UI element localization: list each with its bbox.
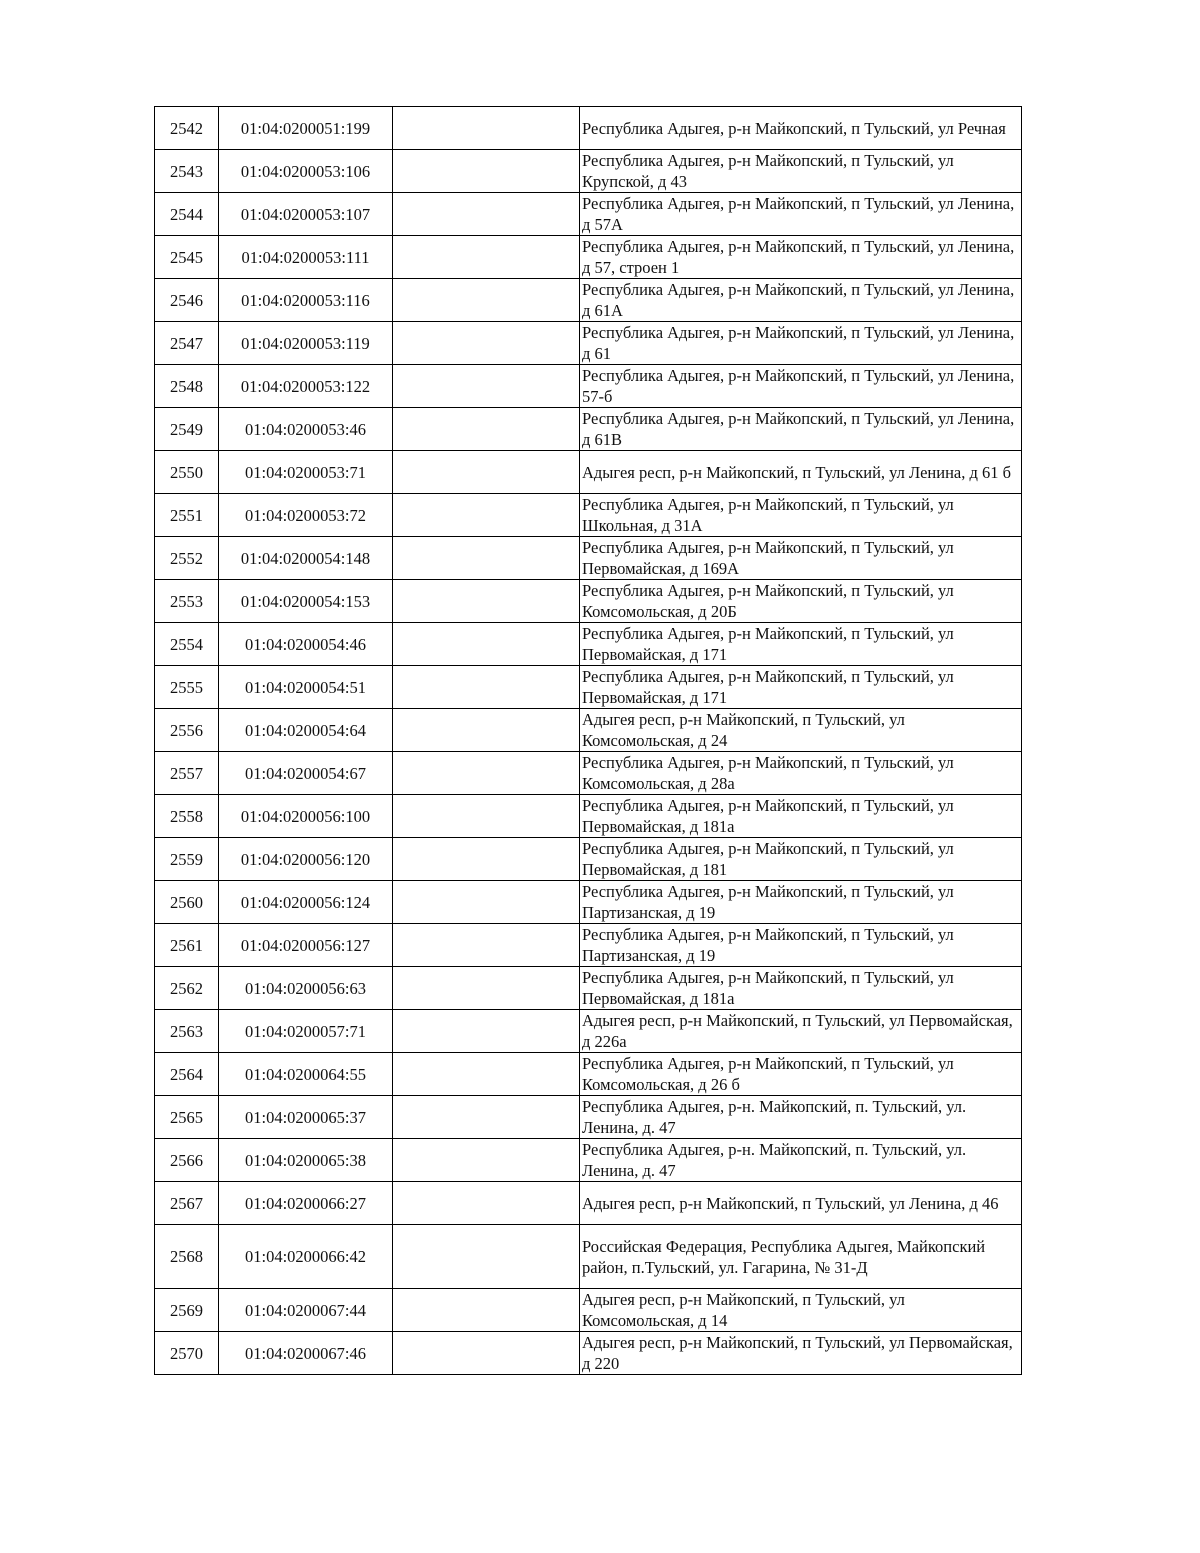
row-number-cell (155, 967, 219, 1010)
row-number-cell (155, 451, 219, 494)
row-number-text: 2569 (170, 1300, 203, 1320)
cadastral-number-cell (219, 408, 393, 451)
empty-cell (393, 150, 580, 193)
table-row (155, 580, 1022, 623)
row-number-text: 2556 (170, 720, 203, 740)
row-number-cell (155, 838, 219, 881)
address-cell (580, 623, 1022, 666)
row-number-text: 2562 (170, 978, 203, 998)
cadastral-number-cell (219, 795, 393, 838)
empty-cell (393, 580, 580, 623)
row-number-cell (155, 193, 219, 236)
cadastral-number-text: 01:04:0200067:46 (244, 1343, 366, 1363)
cadastral-number-text: 01:04:0200054:46 (244, 634, 366, 654)
empty-cell (393, 1289, 580, 1332)
address-cell (580, 752, 1022, 795)
cadastral-number-cell (219, 623, 393, 666)
row-number-cell (155, 752, 219, 795)
cadastral-number-text: 01:04:0200053:116 (241, 290, 370, 310)
cadastral-number-text: 01:04:0200057:71 (244, 1021, 366, 1041)
address-text: Республика Адыгея, р-н Майкопский, п Тульский, ул Школьная, д 31А (582, 495, 954, 535)
cadastral-number-text: 01:04:0200066:27 (244, 1193, 366, 1213)
row-number-text: 2565 (170, 1107, 203, 1127)
row-number-text: 2546 (170, 290, 203, 310)
cadastral-number-text: 01:04:0200067:44 (244, 1300, 366, 1320)
table-row (155, 107, 1022, 150)
address-cell (580, 107, 1022, 150)
cadastral-number-text: 01:04:0200056:124 (240, 892, 371, 912)
row-number-text: 2558 (170, 806, 203, 826)
address-cell (580, 408, 1022, 451)
empty-cell (393, 494, 580, 537)
row-number-cell (155, 107, 219, 150)
address-text: Российская Федерация, Республика Адыгея, Майкопский район, п.Тульский, ул. Гагарина, № 31-Д (582, 1236, 986, 1277)
table-row (155, 967, 1022, 1010)
row-number-text: 2559 (170, 849, 203, 869)
cadastral-number-text: 01:04:0200054:67 (244, 763, 366, 783)
table-row (155, 1182, 1022, 1225)
address-cell (580, 150, 1022, 193)
cadastral-number-text: 01:04:0200056:120 (240, 849, 371, 869)
table-row (155, 193, 1022, 236)
table-row (155, 666, 1022, 709)
address-cell (580, 1182, 1022, 1225)
row-number-text: 2552 (170, 548, 203, 568)
cadastral-number-text: 01:04:0200065:37 (244, 1107, 366, 1127)
row-number-text: 2567 (170, 1193, 203, 1213)
row-number-text: 2560 (170, 892, 203, 912)
cadastral-number-text: 01:04:0200053:72 (244, 505, 366, 525)
address-cell (580, 1010, 1022, 1053)
address-text: Республика Адыгея, р-н Майкопский, п Тульский, ул Ленина, д 57, строен 1 (582, 237, 1015, 277)
cadastral-number-cell (219, 193, 393, 236)
address-cell (580, 236, 1022, 279)
table-row (155, 1139, 1022, 1182)
table-row (155, 1010, 1022, 1053)
row-number-text: 2554 (170, 634, 203, 654)
cadastral-number-cell (219, 881, 393, 924)
table-row (155, 795, 1022, 838)
address-text: Адыгея респ, р-н Майкопский, п Тульский, ул Первомайская, д 226а (582, 1011, 1013, 1051)
empty-cell (393, 365, 580, 408)
row-number-cell (155, 1139, 219, 1182)
table-row (155, 537, 1022, 580)
row-number-text: 2553 (170, 591, 203, 611)
cadastral-number-cell (219, 107, 393, 150)
table-row (155, 279, 1022, 322)
address-text: Республика Адыгея, р-н Майкопский, п Тульский, ул Первомайская, д 171 (582, 624, 954, 664)
address-text: Республика Адыгея, р-н Майкопский, п Тульский, ул Первомайская, д 181а (582, 968, 954, 1008)
address-cell (580, 1225, 1022, 1289)
row-number-text: 2570 (170, 1343, 203, 1363)
empty-cell (393, 107, 580, 150)
table-row (155, 752, 1022, 795)
address-cell (580, 881, 1022, 924)
address-text: Адыгея респ, р-н Майкопский, п Тульский, ул Комсомольская, д 24 (582, 710, 905, 750)
row-number-cell (155, 1332, 219, 1375)
row-number-cell (155, 666, 219, 709)
address-text: Адыгея респ, р-н Майкопский, п Тульский, ул Первомайская, д 220 (582, 1333, 1013, 1373)
row-number-text: 2544 (170, 204, 203, 224)
cadastral-number-cell (219, 451, 393, 494)
row-number-cell (155, 150, 219, 193)
table-row (155, 322, 1022, 365)
row-number-text: 2542 (170, 118, 203, 138)
row-number-cell (155, 623, 219, 666)
table-row (155, 623, 1022, 666)
address-cell (580, 924, 1022, 967)
address-cell (580, 666, 1022, 709)
address-text: Республика Адыгея, р-н Майкопский, п Тульский, ул Первомайская, д 181 (582, 839, 954, 879)
address-text: Адыгея респ, р-н Майкопский, п Тульский, ул Ленина, д 46 (582, 1193, 999, 1213)
cadastral-number-cell (219, 150, 393, 193)
empty-cell (393, 1225, 580, 1289)
table-row (155, 1289, 1022, 1332)
address-cell (580, 838, 1022, 881)
cadastral-number-cell (219, 709, 393, 752)
cadastral-number-text: 01:04:0200056:63 (244, 978, 366, 998)
table-row (155, 924, 1022, 967)
cadastral-number-cell (219, 1096, 393, 1139)
empty-cell (393, 838, 580, 881)
cadastral-number-cell (219, 279, 393, 322)
cadastral-number-cell (219, 1225, 393, 1289)
row-number-text: 2561 (170, 935, 203, 955)
row-number-cell (155, 236, 219, 279)
cadastral-number-cell (219, 838, 393, 881)
cadastral-number-text: 01:04:0200054:153 (240, 591, 371, 611)
address-cell (580, 494, 1022, 537)
cadastral-table (154, 106, 1022, 1375)
cadastral-number-cell (219, 1053, 393, 1096)
cadastral-number-cell (219, 1182, 393, 1225)
table-row (155, 1053, 1022, 1096)
empty-cell (393, 1010, 580, 1053)
table-row (155, 150, 1022, 193)
cadastral-number-cell (219, 322, 393, 365)
row-number-text: 2550 (170, 462, 203, 482)
table-row (155, 236, 1022, 279)
row-number-cell (155, 1225, 219, 1289)
address-cell (580, 580, 1022, 623)
table-row (155, 408, 1022, 451)
row-number-text: 2543 (170, 161, 203, 181)
row-number-cell (155, 408, 219, 451)
cadastral-number-cell (219, 365, 393, 408)
address-text: Республика Адыгея, р-н Майкопский, п Тульский, ул Комсомольская, д 28а (582, 753, 954, 793)
empty-cell (393, 1096, 580, 1139)
row-number-cell (155, 1053, 219, 1096)
row-number-cell (155, 1289, 219, 1332)
address-cell (580, 1096, 1022, 1139)
address-text: Республика Адыгея, р-н Майкопский, п Тульский, ул Комсомольская, д 26 б (582, 1054, 954, 1094)
empty-cell (393, 1053, 580, 1096)
cadastral-number-text: 01:04:0200054:51 (244, 677, 366, 697)
address-cell (580, 1139, 1022, 1182)
row-number-cell (155, 322, 219, 365)
address-text: Республика Адыгея, р-н. Майкопский, п. Тульский, ул. Ленина, д. 47 (582, 1097, 967, 1137)
address-text: Республика Адыгея, р-н Майкопский, п Тульский, ул Ленина, д 61 (582, 323, 1015, 363)
address-cell (580, 537, 1022, 580)
address-text: Республика Адыгея, р-н Майкопский, п Тульский, ул Ленина, д 61В (582, 409, 1015, 449)
address-text: Республика Адыгея, р-н Майкопский, п Тульский, ул Партизанская, д 19 (582, 925, 954, 965)
cadastral-number-cell (219, 236, 393, 279)
cadastral-number-cell (219, 1289, 393, 1332)
cadastral-number-text: 01:04:0200053:46 (244, 419, 366, 439)
cadastral-number-text: 01:04:0200053:71 (244, 462, 366, 482)
empty-cell (393, 322, 580, 365)
row-number-text: 2568 (170, 1247, 203, 1266)
address-text: Адыгея респ, р-н Майкопский, п Тульский, ул Комсомольская, д 14 (582, 1290, 905, 1330)
empty-cell (393, 408, 580, 451)
address-cell (580, 795, 1022, 838)
cadastral-number-cell (219, 494, 393, 537)
empty-cell (393, 1182, 580, 1225)
row-number-cell (155, 537, 219, 580)
empty-cell (393, 1332, 580, 1375)
row-number-text: 2555 (170, 677, 203, 697)
address-cell (580, 322, 1022, 365)
address-cell (580, 1332, 1022, 1375)
row-number-cell (155, 580, 219, 623)
empty-cell (393, 881, 580, 924)
row-number-text: 2548 (170, 376, 203, 396)
address-text: Республика Адыгея, р-н Майкопский, п Тульский, ул Первомайская, д 181а (582, 796, 954, 836)
address-text: Республика Адыгея, р-н Майкопский, п Тульский, ул Ленина, д 57А (582, 194, 1015, 234)
row-number-text: 2563 (170, 1021, 203, 1041)
cadastral-number-cell (219, 580, 393, 623)
cadastral-number-text: 01:04:0200053:111 (241, 247, 370, 267)
address-cell (580, 365, 1022, 408)
row-number-cell (155, 279, 219, 322)
address-text: Республика Адыгея, р-н Майкопский, п Тульский, ул Ленина, 57-б (582, 366, 1015, 406)
address-text: Республика Адыгея, р-н Майкопский, п Тульский, ул Речная (582, 118, 1006, 138)
cadastral-number-cell (219, 1332, 393, 1375)
cadastral-number-text: 01:04:0200056:100 (240, 806, 371, 826)
cadastral-number-text: 01:04:0200053:107 (240, 204, 371, 224)
cadastral-number-cell (219, 752, 393, 795)
empty-cell (393, 1139, 580, 1182)
cadastral-number-text: 01:04:0200064:55 (244, 1064, 366, 1084)
address-text: Республика Адыгея, р-н Майкопский, п Тульский, ул Крупской, д 43 (582, 151, 954, 191)
table-row (155, 451, 1022, 494)
row-number-text: 2557 (170, 763, 203, 783)
empty-cell (393, 451, 580, 494)
cadastral-number-cell (219, 924, 393, 967)
table-row (155, 881, 1022, 924)
address-text: Республика Адыгея, р-н Майкопский, п Тульский, ул Первомайская, д 171 (582, 667, 954, 707)
address-cell (580, 279, 1022, 322)
address-text: Республика Адыгея, р-н Майкопский, п Тульский, ул Партизанская, д 19 (582, 882, 954, 922)
empty-cell (393, 537, 580, 580)
row-number-text: 2566 (170, 1150, 203, 1170)
empty-cell (393, 279, 580, 322)
empty-cell (393, 752, 580, 795)
cadastral-number-text: 01:04:0200054:64 (244, 720, 366, 740)
empty-cell (393, 795, 580, 838)
row-number-cell (155, 1096, 219, 1139)
empty-cell (393, 236, 580, 279)
row-number-text: 2547 (170, 333, 203, 353)
empty-cell (393, 666, 580, 709)
address-text: Республика Адыгея, р-н Майкопский, п Тульский, ул Первомайская, д 169А (582, 538, 954, 578)
address-cell (580, 1053, 1022, 1096)
row-number-cell (155, 881, 219, 924)
row-number-cell (155, 795, 219, 838)
address-text: Республика Адыгея, р-н. Майкопский, п. Тульский, ул. Ленина, д. 47 (582, 1140, 967, 1180)
empty-cell (393, 924, 580, 967)
row-number-cell (155, 924, 219, 967)
address-cell (580, 967, 1022, 1010)
row-number-text: 2549 (170, 419, 203, 439)
cadastral-number-text: 01:04:0200066:42 (244, 1247, 366, 1266)
address-cell (580, 709, 1022, 752)
row-number-cell (155, 1182, 219, 1225)
cadastral-number-text: 01:04:0200054:148 (240, 548, 371, 568)
address-text: Адыгея респ, р-н Майкопский, п Тульский, ул Ленина, д 61 б (582, 462, 1012, 482)
cadastral-number-text: 01:04:0200053:122 (240, 376, 371, 396)
cadastral-number-cell (219, 537, 393, 580)
table-row (155, 709, 1022, 752)
address-cell (580, 451, 1022, 494)
empty-cell (393, 623, 580, 666)
table-row (155, 838, 1022, 881)
table-row (155, 1332, 1022, 1375)
cadastral-number-cell (219, 666, 393, 709)
cadastral-number-cell (219, 967, 393, 1010)
cadastral-number-text: 01:04:0200051:199 (240, 118, 371, 138)
table-row (155, 494, 1022, 537)
row-number-cell (155, 494, 219, 537)
row-number-cell (155, 365, 219, 408)
table-row (155, 1225, 1022, 1289)
row-number-cell (155, 1010, 219, 1053)
cadastral-number-text: 01:04:0200053:106 (240, 161, 371, 181)
cadastral-number-cell (219, 1139, 393, 1182)
cadastral-number-text: 01:04:0200065:38 (244, 1150, 366, 1170)
address-cell (580, 1289, 1022, 1332)
table-body (155, 107, 1022, 1375)
row-number-cell (155, 709, 219, 752)
cadastral-number-text: 01:04:0200053:119 (241, 333, 370, 353)
table-row (155, 365, 1022, 408)
cadastral-number-cell (219, 1010, 393, 1053)
address-cell (580, 193, 1022, 236)
row-number-text: 2551 (170, 505, 203, 525)
empty-cell (393, 193, 580, 236)
address-text: Республика Адыгея, р-н Майкопский, п Тульский, ул Ленина, д 61А (582, 280, 1015, 320)
row-number-text: 2545 (170, 247, 203, 267)
table-row (155, 1096, 1022, 1139)
row-number-text: 2564 (170, 1064, 203, 1084)
address-text: Республика Адыгея, р-н Майкопский, п Тульский, ул Комсомольская, д 20Б (582, 581, 954, 621)
cadastral-number-text: 01:04:0200056:127 (240, 935, 371, 955)
empty-cell (393, 967, 580, 1010)
empty-cell (393, 709, 580, 752)
